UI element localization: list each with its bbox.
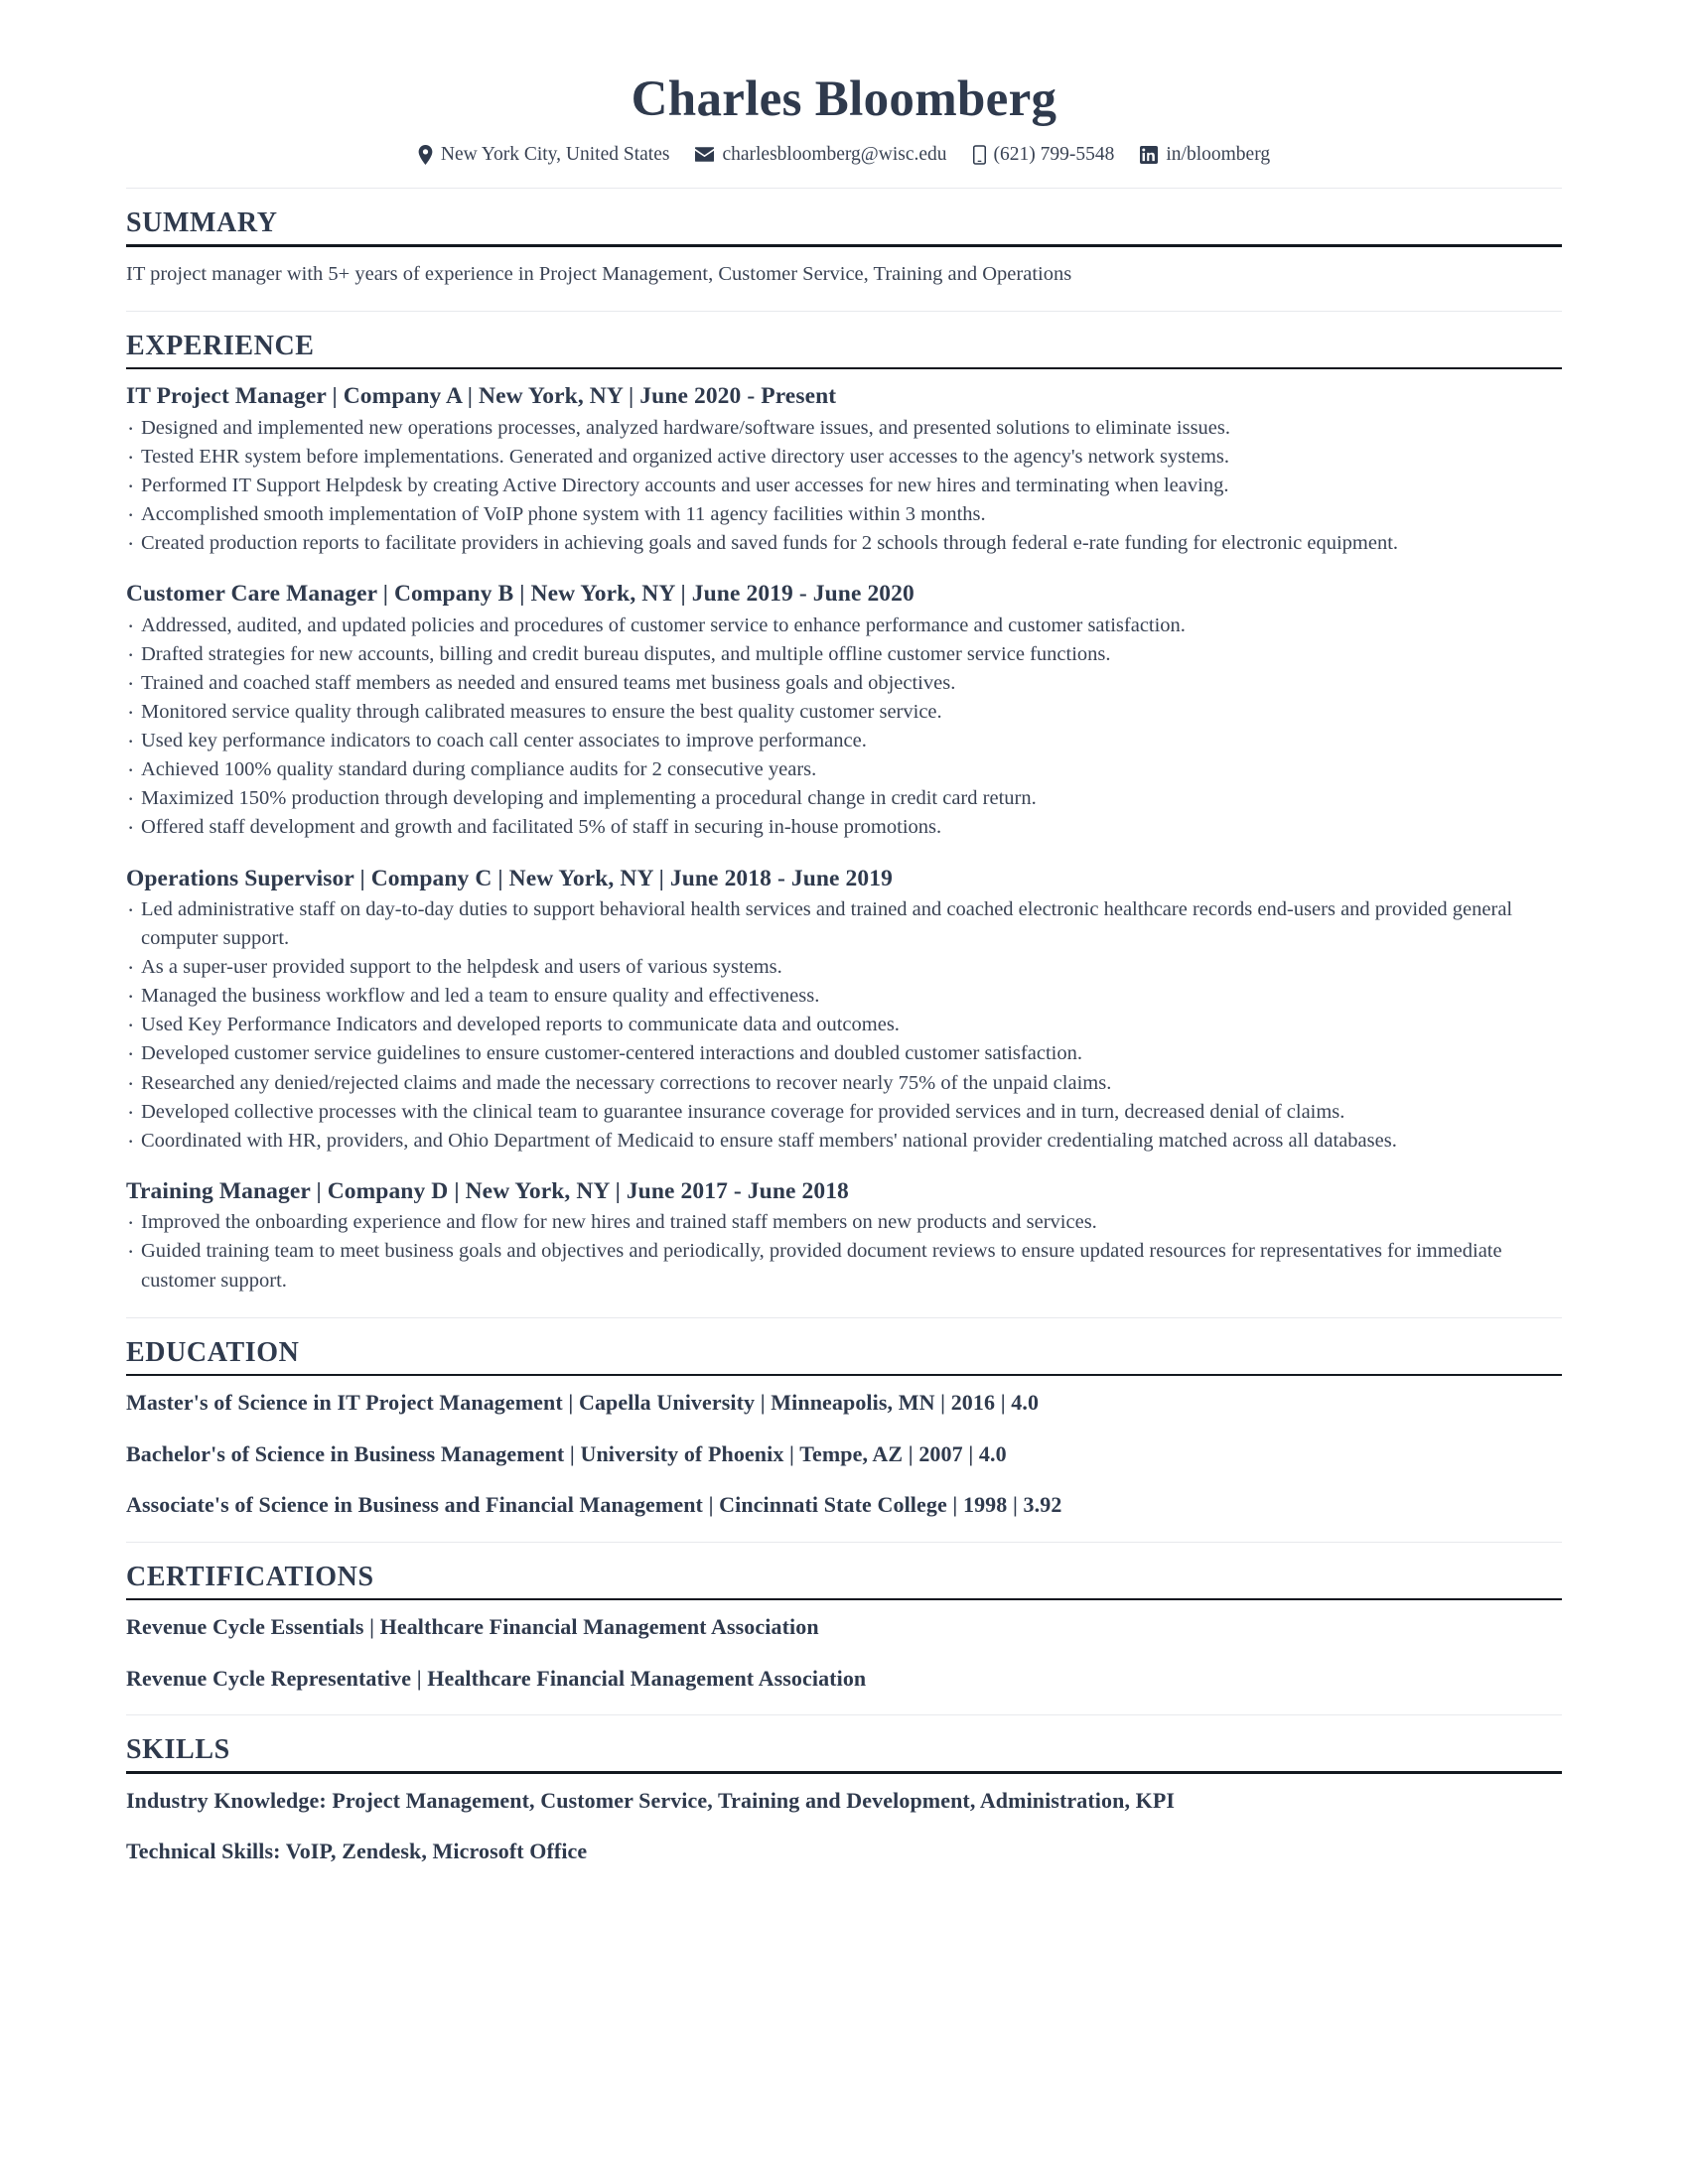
section-certifications bbox=[126, 1542, 1562, 1694]
contact-location-text: New York City, United States bbox=[440, 144, 670, 166]
list-item: · As a super-user provided support to the helpdesk and users of various systems. bbox=[126, 953, 1562, 982]
section-divider bbox=[126, 1317, 1562, 1318]
education-entry: Master's of Science in IT Project Management | Capella University | Minneapolis, MN | 2016 | 4.0 bbox=[126, 1390, 1040, 1415]
section-underline bbox=[126, 244, 1562, 246]
job-heading: Customer Care Manager | Company B | New York, NY | June 2019 - June 2020 bbox=[126, 581, 914, 608]
list-item: · Achieved 100% quality standard during compliance audits for 2 consecutive years. bbox=[126, 755, 1562, 784]
list-item: · Developed customer service guidelines to ensure customer-centered interactions and doubled customer satisfaction. bbox=[126, 1039, 1562, 1068]
section-divider bbox=[126, 188, 1562, 189]
mobile-phone-icon bbox=[973, 145, 986, 165]
section-underline bbox=[126, 1374, 1562, 1376]
list-item: · Monitored service quality through calibrated measures to ensure the best quality customer service. bbox=[126, 698, 1562, 727]
experience-entry bbox=[126, 865, 1562, 1156]
list-item: · Coordinated with HR, providers, and Ohio Department of Medicaid to ensure staff members' national provider credentialing matched across all databases. bbox=[126, 1127, 1562, 1156]
list-item: · Developed collective processes with the clinical team to guarantee insurance coverage for provided services and in turn, decreased denial of claims. bbox=[126, 1098, 1562, 1127]
job-heading: Training Manager | Company D | New York, NY | June 2017 - June 2018 bbox=[126, 1177, 849, 1204]
skills-entry: Technical Skills: VoIP, Zendesk, Microsoft Office bbox=[126, 1839, 588, 1864]
education-entry: Associate's of Science in Business and Financial Management | Cincinnati State College | 1998 | 3.92 bbox=[126, 1492, 1062, 1518]
contact-email[interactable] bbox=[695, 143, 946, 166]
resume-header bbox=[126, 71, 1562, 166]
contact-linkedin-text: in/bloomberg bbox=[1166, 144, 1271, 166]
section-title-summary: SUMMARY bbox=[126, 207, 278, 239]
experience-entry bbox=[126, 382, 1562, 558]
section-divider bbox=[126, 1714, 1562, 1715]
contact-location bbox=[418, 143, 670, 166]
section-education bbox=[126, 1317, 1562, 1520]
list-item: · Maximized 150% production through developing and implementing a procedural change in credit card return. bbox=[126, 784, 1562, 813]
certification-entry: Revenue Cycle Representative | Healthcare Financial Management Association bbox=[126, 1665, 867, 1691]
linkedin-icon bbox=[1140, 146, 1158, 164]
section-divider bbox=[126, 1542, 1562, 1543]
contact-row bbox=[126, 143, 1562, 166]
contact-email-text: charlesbloomberg@wisc.edu bbox=[722, 144, 947, 166]
section-title-certifications: CERTIFICATIONS bbox=[126, 1561, 374, 1592]
list-item: · Drafted strategies for new accounts, billing and credit bureau disputes, and multiple offline customer service functions. bbox=[126, 640, 1562, 669]
list-item: · Designed and implemented new operations processes, analyzed hardware/software issues, and presented solutions to eliminate issues. bbox=[126, 414, 1562, 443]
list-item: · Used key performance indicators to coach call center associates to improve performance. bbox=[126, 727, 1562, 755]
page-title: Charles Bloomberg bbox=[631, 71, 1057, 127]
list-item: · Managed the business workflow and led a team to ensure quality and effectiveness. bbox=[126, 982, 1562, 1011]
list-item: · Performed IT Support Helpdesk by creating Active Directory accounts and user accesses for new hires and terminating when leaving. bbox=[126, 472, 1562, 500]
list-item: · Guided training team to meet business goals and objectives and periodically, provided document reviews to ensure updated resources for representatives for immediate customer support. bbox=[126, 1237, 1562, 1295]
list-item: · Improved the onboarding experience and flow for new hires and trained staff members on new products and services. bbox=[126, 1208, 1562, 1237]
envelope-icon bbox=[695, 147, 714, 162]
section-underline bbox=[126, 367, 1562, 369]
list-item: · Researched any denied/rejected claims and made the necessary corrections to recover nearly 75% of the unpaid claims. bbox=[126, 1069, 1562, 1098]
list-item: · Offered staff development and growth and facilitated 5% of staff in securing in-house promotions. bbox=[126, 813, 1562, 842]
list-item: · Led administrative staff on day-to-day duties to support behavioral health services and trained and coached electronic healthcare records end-users and provided general computer support. bbox=[126, 895, 1562, 953]
section-underline bbox=[126, 1598, 1562, 1600]
section-title-experience: EXPERIENCE bbox=[126, 330, 315, 361]
section-summary bbox=[126, 188, 1562, 289]
education-entry: Bachelor's of Science in Business Management | University of Phoenix | Tempe, AZ | 2007 | 4.0 bbox=[126, 1440, 1007, 1466]
job-heading: IT Project Manager | Company A | New York, NY | June 2020 - Present bbox=[126, 383, 837, 410]
job-bullet-list bbox=[126, 414, 1562, 559]
experience-entry bbox=[126, 580, 1562, 842]
job-bullet-list bbox=[126, 1208, 1562, 1295]
certification-entry: Revenue Cycle Essentials | Healthcare Financial Management Association bbox=[126, 1614, 819, 1640]
section-divider bbox=[126, 311, 1562, 312]
list-item: · Created production reports to facilitate providers in achieving goals and saved funds for 2 schools through federal e-rate funding for electronic equipment. bbox=[126, 529, 1562, 558]
list-item: · Addressed, audited, and updated policies and procedures of customer service to enhance performance and customer satisfaction. bbox=[126, 612, 1562, 640]
skills-entry: Industry Knowledge: Project Management, Customer Service, Training and Development, Administration, KPI bbox=[126, 1787, 1176, 1813]
job-heading: Operations Supervisor | Company C | New York, NY | June 2018 - June 2019 bbox=[126, 865, 893, 891]
section-title-skills: SKILLS bbox=[126, 1734, 230, 1766]
experience-entry bbox=[126, 1177, 1562, 1296]
summary-text: IT project manager with 5+ years of experience in Project Management, Customer Service, Training and Operations bbox=[126, 262, 1072, 285]
list-item: · Trained and coached staff members as needed and ensured teams met business goals and objectives. bbox=[126, 669, 1562, 698]
location-pin-icon bbox=[418, 145, 433, 165]
section-underline bbox=[126, 1771, 1562, 1773]
resume-content bbox=[126, 71, 1562, 1866]
contact-phone-text: (621) 799-5548 bbox=[993, 144, 1115, 166]
section-skills bbox=[126, 1714, 1562, 1866]
list-item: · Accomplished smooth implementation of VoIP phone system with 11 agency facilities within 3 months. bbox=[126, 500, 1562, 529]
list-item: · Tested EHR system before implementations. Generated and organized active directory user accesses to the agency's network systems. bbox=[126, 443, 1562, 472]
contact-linkedin[interactable] bbox=[1140, 143, 1270, 166]
job-bullet-list bbox=[126, 895, 1562, 1156]
contact-phone bbox=[973, 143, 1115, 166]
section-experience bbox=[126, 311, 1562, 1296]
list-item: · Used Key Performance Indicators and developed reports to communicate data and outcomes. bbox=[126, 1011, 1562, 1039]
job-bullet-list bbox=[126, 612, 1562, 843]
section-title-education: EDUCATION bbox=[126, 1336, 300, 1368]
